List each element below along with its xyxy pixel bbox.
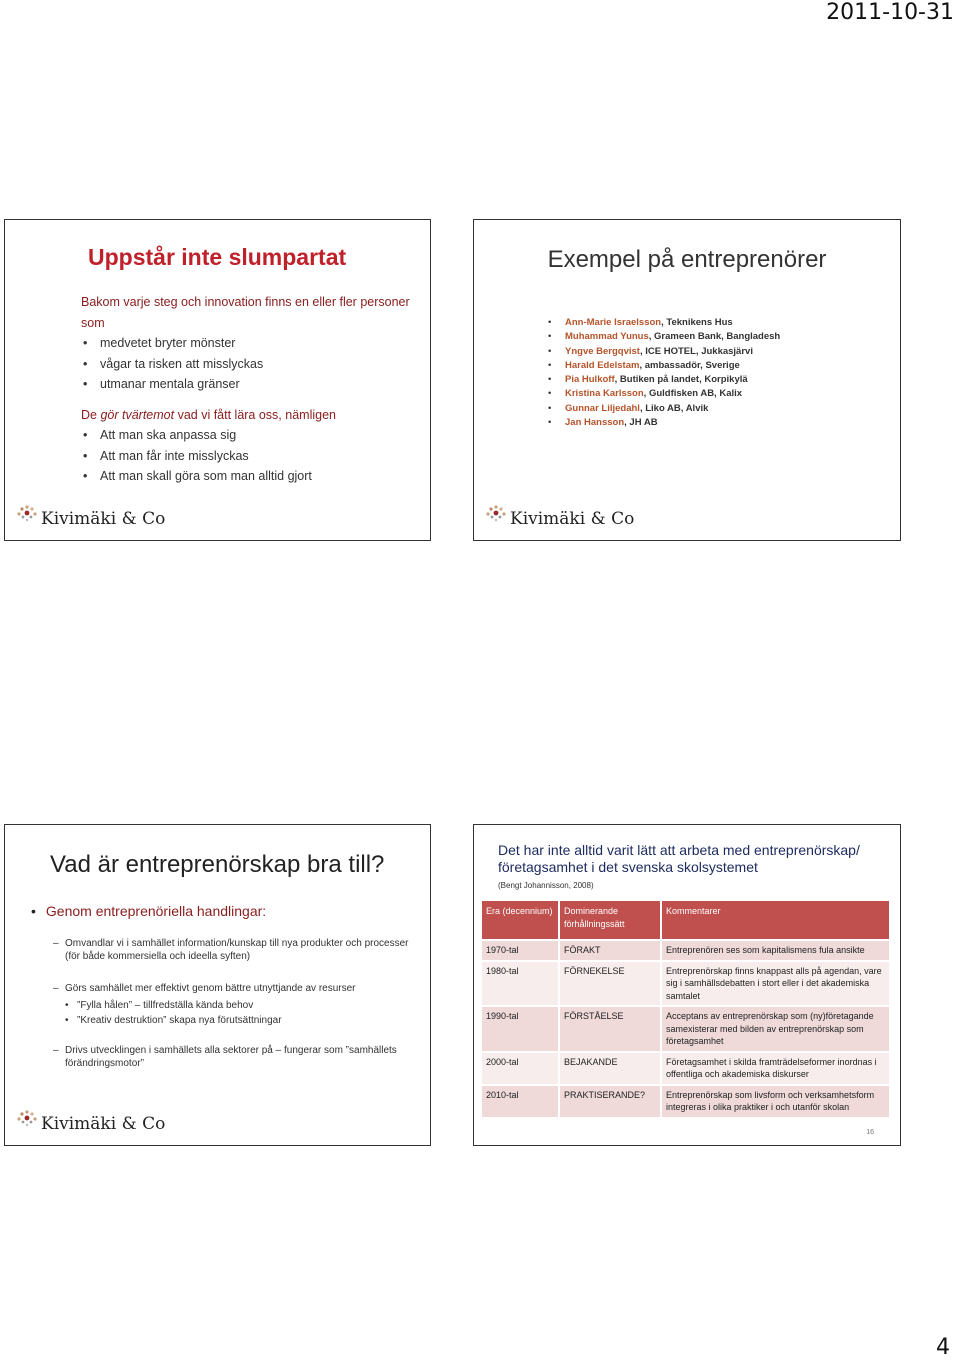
list-item: • Att man får inte misslyckas bbox=[81, 446, 421, 467]
person-org: , Butiken på landet, Korpikylä bbox=[614, 374, 748, 386]
list-item: • medvetet bryter mönster bbox=[81, 333, 421, 354]
column-header: Dominerande förhållningssätt bbox=[559, 901, 661, 940]
person-org: , Liko AB, Alvik bbox=[639, 402, 709, 414]
sub-list-item: • ”Kreativ destruktion” skapa nya förutsättningar bbox=[65, 1013, 423, 1028]
list-item: • utmanar mentala gränser bbox=[81, 374, 421, 395]
list-item bbox=[548, 416, 780, 430]
list-item: • vågar ta risken att misslyckas bbox=[81, 354, 421, 375]
person-org: , ICE HOTEL, Jukkasjärvi bbox=[639, 345, 753, 357]
person-org: , Guldfisken AB, Kalix bbox=[643, 388, 743, 400]
table-row bbox=[482, 1085, 890, 1117]
logo-text: Kivimäki & Co bbox=[41, 509, 166, 529]
company-logo bbox=[484, 504, 634, 528]
logo-text: Kivimäki & Co bbox=[510, 509, 635, 529]
table-row bbox=[482, 1006, 890, 1052]
source-citation: (Bengt Johannisson, 2008) bbox=[498, 881, 594, 890]
list-item bbox=[548, 373, 780, 387]
table-cell: 2000-tal bbox=[482, 1052, 559, 1085]
column-header: Era (decennium) bbox=[482, 901, 559, 940]
list-item: – Omvandlar vi i samhället information/kunskap till nya produkter och processer (för både kommersiella och ideella syften) bbox=[53, 938, 409, 962]
person-name: Pia Hulkoff bbox=[565, 374, 615, 386]
table-cell: PRAKTISERANDE? bbox=[559, 1085, 661, 1117]
person-name: Gunnar Liljedahl bbox=[565, 402, 640, 414]
column-header: Kommentarer bbox=[661, 901, 890, 940]
list-item bbox=[548, 402, 780, 416]
slide-4 bbox=[473, 824, 901, 1146]
person-org: , Teknikens Hus bbox=[661, 317, 733, 328]
slide-3 bbox=[4, 824, 431, 1146]
slide-title: Det har inte alltid varit lätt att arbeta med entreprenörskap/ företagsamhet i det svenska skolsystemet (Bengt Johannisson, 2008) bbox=[498, 842, 878, 894]
table-row bbox=[482, 1052, 890, 1085]
table-cell: Företagsamhet i skilda framträdelseformer inordnas i offentliga och akademiska diskurser bbox=[661, 1052, 890, 1085]
intro-text: Bakom varje steg och innovation finns en eller fler personer som bbox=[81, 295, 410, 330]
list-item bbox=[548, 345, 780, 359]
person-name: Harald Edelstam bbox=[565, 359, 640, 371]
person-org: , JH AB bbox=[624, 417, 658, 429]
slide-1 bbox=[4, 219, 431, 541]
list-item bbox=[548, 330, 780, 344]
list-item bbox=[548, 387, 780, 401]
company-logo bbox=[15, 1109, 165, 1133]
emphasis-text: gör tvärtemot bbox=[100, 407, 175, 422]
table-cell: Entreprenörskap finns knappast alls på agendan, vare sig i samhällsdebatten i stort eller i det akademiska samtalet bbox=[661, 961, 890, 1007]
norm-list bbox=[81, 425, 421, 487]
table-cell: Acceptans av entreprenörskap som (ny)företagande samexisterar med bilden av entreprenörskap som företagsamhet bbox=[661, 1006, 890, 1052]
person-name: Muhammad Yunus bbox=[565, 331, 649, 343]
list-item bbox=[548, 316, 780, 330]
table-header-row bbox=[482, 901, 890, 940]
table-row bbox=[482, 940, 890, 961]
logo-text: Kivimäki & Co bbox=[41, 1114, 166, 1134]
person-org: , ambassadör, Sverige bbox=[639, 359, 740, 371]
slide-2 bbox=[473, 219, 901, 541]
list-item bbox=[548, 359, 780, 373]
table-cell: 1970-tal bbox=[482, 940, 559, 961]
list-item: • Att man ska anpassa sig bbox=[81, 425, 421, 446]
slide-title: Uppstår inte slumpartat bbox=[88, 244, 347, 270]
table-cell: Entreprenören ses som kapitalismens fula ansikte bbox=[661, 940, 890, 961]
main-bullet: • Genom entreprenöriella handlingar: bbox=[31, 903, 266, 919]
table-cell: 1980-tal bbox=[482, 961, 559, 1007]
trait-list bbox=[81, 333, 421, 395]
entrepreneur-list bbox=[548, 316, 780, 430]
logo-dots-icon bbox=[484, 504, 508, 528]
contrast-text: De gör tvärtemot vad vi fått lära oss, nämligen bbox=[81, 407, 336, 422]
person-org: , Grameen Bank, Bangladesh bbox=[648, 331, 781, 343]
logo-dots-icon bbox=[15, 1109, 39, 1133]
print-date: 2011-10-31 bbox=[826, 0, 954, 25]
table-cell: FÖRAKT bbox=[559, 940, 661, 961]
list-item: – Drivs utvecklingen i samhällets alla sektorer på – fungerar som ”samhällets förändringsmotor” bbox=[53, 1045, 397, 1069]
table-cell: FÖRSTÅELSE bbox=[559, 1006, 661, 1052]
slide-body bbox=[81, 292, 421, 487]
person-name: Kristina Karlsson bbox=[565, 388, 644, 400]
slide-title: Vad är entreprenörskap bra till? bbox=[50, 851, 385, 878]
table-cell: 1990-tal bbox=[482, 1006, 559, 1052]
list-item: • Att man skall göra som man alltid gjort bbox=[81, 466, 421, 487]
page-number: 4 bbox=[936, 1335, 950, 1360]
table-cell: BEJAKANDE bbox=[559, 1052, 661, 1085]
person-name: Ann-Marie Israelsson bbox=[565, 317, 662, 328]
person-name: Jan Hansson bbox=[565, 417, 625, 429]
person-name: Yngve Bergqvist bbox=[565, 345, 640, 357]
table-row bbox=[482, 961, 890, 1007]
company-logo bbox=[15, 504, 165, 528]
era-table bbox=[482, 901, 891, 1117]
sub-list bbox=[65, 998, 423, 1028]
list-item: – Görs samhället mer effektivt genom bättre utnyttjande av resurser • ”Fylla hålen” – tillfredställa kända behov • ”Kreativ destruktion” skapa nya förutsättningar bbox=[53, 983, 423, 1028]
slide-title: Exempel på entreprenörer bbox=[547, 246, 827, 273]
sub-list-item: • ”Fylla hålen” – tillfredställa kända behov bbox=[65, 998, 423, 1013]
table-cell: FÖRNEKELSE bbox=[559, 961, 661, 1007]
logo-dots-icon bbox=[15, 504, 39, 528]
table-cell: 2010-tal bbox=[482, 1085, 559, 1117]
slide-number: 16 bbox=[866, 1129, 874, 1136]
table-cell: Entreprenörskap som livsform och verksamhetsform integreras i olika praktiker i och utanför skolan bbox=[661, 1085, 890, 1117]
